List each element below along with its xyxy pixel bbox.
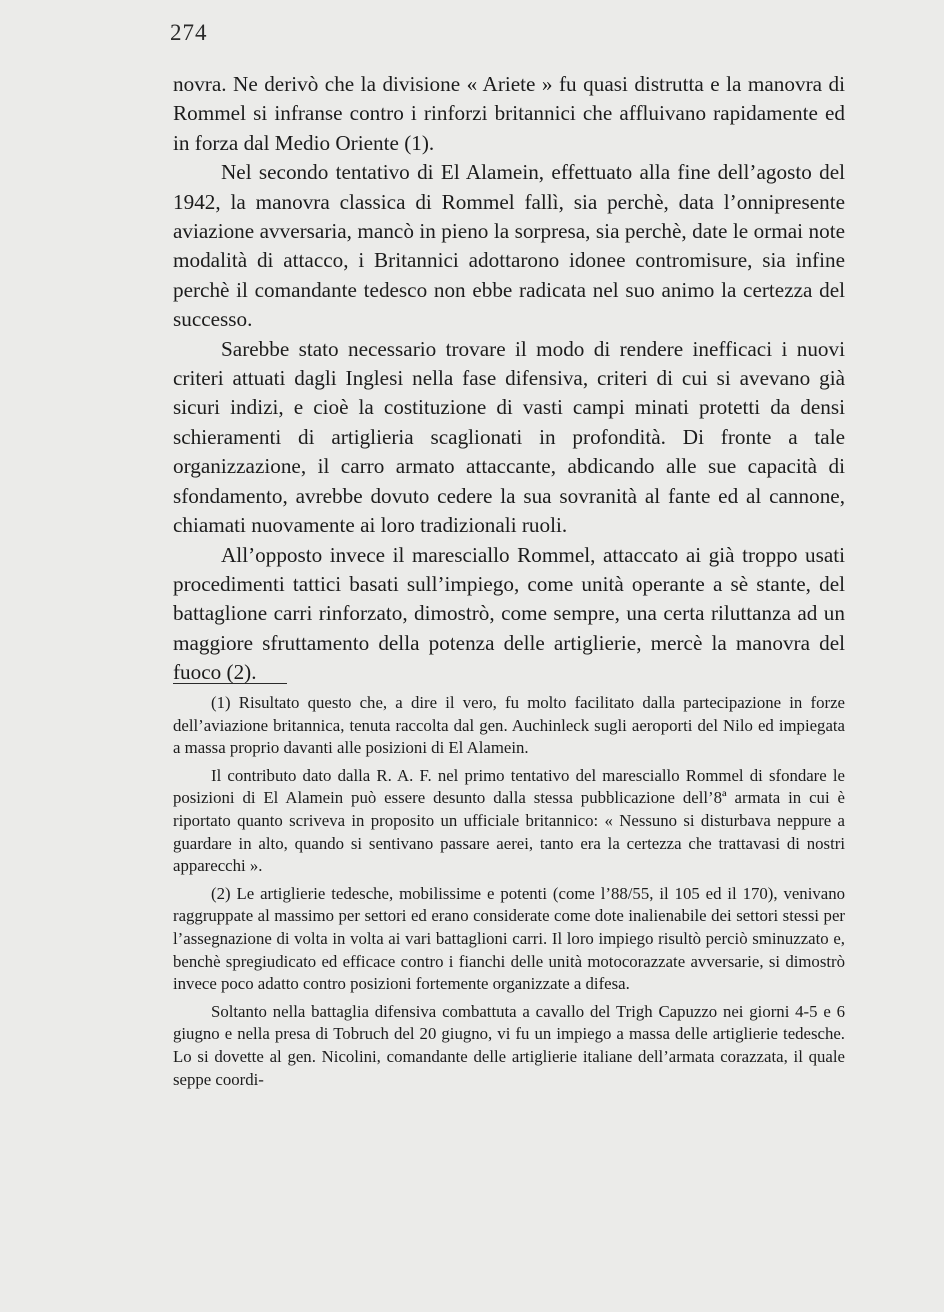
footnote: Soltanto nella battaglia difensiva combattuta a cavallo del Trigh Capuzzo nei giorni 4-5 e 6 giugno e nella presa di Tobruch del 20 giugno, vi fu un impiego a massa delle artiglierie tedesche. Lo si dovette al gen. Nicolini, comandante delle artiglierie italiane dell’armata corazzata, il quale seppe coordi-	[173, 1001, 845, 1089]
body-paragraph: Sarebbe stato necessario trovare il modo di rendere inefficaci i nuovi criteri attuati dagli Inglesi nella fase difensiva, criteri di cui si avevano già sicuri indizi, e cioè la costituzione di vasti campi minati protetti da densi schieramenti di artiglieria scaglionati in profondità. Di fronte a tale organizzazione, il carro armato attaccante, abdicando alle sue capacità di sfondamento, avrebbe dovuto cedere la sua sovranità al fante ed al cannone, chiamati nuovamente ai loro tradizionali ruoli.	[173, 336, 845, 538]
body-text	[173, 70, 845, 688]
footnote: Il contributo dato dalla R. A. F. nel primo tentativo del maresciallo Rommel di sfondare le posizioni di El Alamein può essere desunto dalla stessa pubblicazione dell’8ª armata in cui è riportato quanto scriveva in proposito un ufficiale britannico: « Nessuno si disturbava neppure a guardare in alto, quando si sentivano passare aerei, tanto era la certezza che trattavasi di nostri apparecchi ».	[173, 765, 845, 876]
body-paragraph: Nel secondo tentativo di El Alamein, effettuato alla fine dell’agosto del 1942, la manovra classica di Rommel fallì, sia perchè, data l’onnipresente aviazione avversaria, mancò in pieno la sorpresa, sia perchè, date le ormai note modalità di attacco, i Britannici adottarono idonee contromisure, sia infine perchè il comandante tedesco non ebbe radicata nel suo animo la certezza del successo.	[173, 160, 845, 332]
footnote: (1) Risultato questo che, a dire il vero, fu molto facilitato dalla partecipazione in forze dell’aviazione britannica, tenuta raccolta dal gen. Auchinleck sugli aeroporti del Nilo ed impiegata a massa proprio davanti alle posizioni di El Alamein.	[173, 693, 845, 758]
footnote: (2) Le artiglierie tedesche, mobilissime e potenti (come l’88/55, il 105 ed il 170), venivano raggruppate al massimo per settori ed erano considerate come dote inalienabile dei settori stessi per l’assegnazione di volta in volta ai vari battaglioni carri. Il loro impiego risultò perciò sminuzzato e, benchè spregiudicato ed efficace contro i fianchi delle unità motocorazzate avversarie, si dimostrò invece poco adatto contro posizioni fortemente organizzate a difesa.	[173, 883, 845, 994]
body-paragraph: All’opposto invece il maresciallo Rommel, attaccato ai già troppo usati procedimenti tattici basati sull’impiego, come unità operante a sè stante, del battaglione carri rinforzato, dimostrò, come sempre, una certa riluttanza ad un maggiore sfruttamento della potenza delle artiglierie, mercè la manovra del fuoco (2).	[173, 542, 845, 685]
page-number: 274	[170, 20, 208, 45]
footnotes	[173, 692, 845, 1096]
footnote-separator	[173, 683, 287, 684]
body-paragraph: novra. Ne derivò che la divisione « Ariete » fu quasi distrutta e la manovra di Rommel si infranse contro i rinforzi britannici che affluivano rapidamente ed in forza dal Medio Oriente (1).	[173, 72, 845, 155]
